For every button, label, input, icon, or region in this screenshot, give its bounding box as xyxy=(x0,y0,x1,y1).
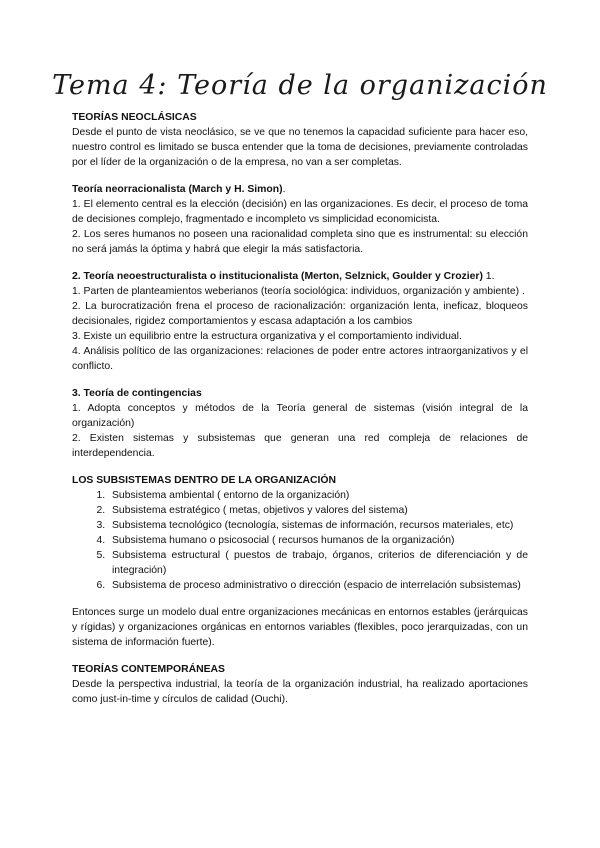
paragraph-neoestructuralista-4: 4. Análisis político de las organizaciones: relaciones de poder entre actores intraorganizativos y el conflicto. xyxy=(72,346,528,372)
paragraph-neorracionalista-1: 1. El elemento central es la elección (decisión) en las organizaciones. Es decir, el proceso de toma de decisiones complejo, fragmentado e incompleto vs simplicidad economicista. xyxy=(72,199,528,225)
list-item: 3. Subsistema tecnológico (tecnología, sistemas de información, recursos materiales, etc) xyxy=(108,518,528,533)
heading-suffix: 1. xyxy=(482,271,495,282)
paragraph-neoestructuralista-1: 1. Parten de planteamientos weberianos (teoría sociológica: individuos, organización y ambiente) . xyxy=(72,286,525,297)
section-heading-neorracionalista xyxy=(72,182,528,197)
list-item: 4. Subsistema humano o psicosocial ( recursos humanos de la organización) xyxy=(108,533,528,548)
list-item: 2. Subsistema estratégico ( metas, objetivos y valores del sistema) xyxy=(108,503,528,518)
document-body xyxy=(72,110,528,707)
section-heading-contemporaneas: TEORÍAS CONTEMPORÁNEAS xyxy=(72,664,225,675)
heading-text: Teoría neorracionalista (March y H. Simon) xyxy=(72,184,283,195)
paragraph-subsistemas-closing: Entonces surge un modelo dual entre organizaciones mecánicas en entornos estables (jerárquicas y rígidas) y organizaciones orgánicas en entornos variables (flexibles, poco jerarquizadas, con un sistema de información fuerte). xyxy=(72,607,528,648)
paragraph-contemporaneas: Desde la perspectiva industrial, la teoría de la organización industrial, ha realizado aportaciones como just-in-time y círculos de calidad (Ouchi). xyxy=(72,679,528,705)
paragraph-neoclasicas: Desde el punto de vista neoclásico, se ve que no tenemos la capacidad suficiente para hacer eso, nuestro control es limitado se busca entender que la toma de decisiones, previamente controladas por el líder de la organización o de la empresa, no van a ser completas. xyxy=(72,127,528,168)
paragraph-contingencias-2: 2. Existen sistemas y subsistemas que generan una red compleja de relaciones de interdependencia. xyxy=(72,433,528,459)
paragraph-contingencias-1: 1. Adopta conceptos y métodos de la Teoría general de sistemas (visión integral de la organización) xyxy=(72,403,528,429)
page-title: Tema 4: Teoría de la organización xyxy=(52,70,548,101)
list-item: 1. Subsistema ambiental ( entorno de la organización) xyxy=(108,488,528,503)
section-heading-subsistemas: LOS SUBSISTEMAS DENTRO DE LA ORGANIZACIÓN xyxy=(72,475,337,486)
section-heading-neoclasicas: TEORÍAS NEOCLÁSICAS xyxy=(72,112,197,123)
list-item: 6. Subsistema de proceso administrativo o dirección (espacio de interrelación subsistemas) xyxy=(108,578,528,593)
heading-text: 2. Teoría neoestructuralista o institucionalista (Merton, Selznick, Goulder y Crozier) xyxy=(72,271,483,282)
heading-suffix: . xyxy=(282,184,286,195)
paragraph-neoestructuralista-3: 3. Existe un equilibrio entre la estructura organizativa y el comportamiento individual. xyxy=(72,331,462,342)
list-item: 5. Subsistema estructural ( puestos de trabajo, órganos, criterios de diferenciación y de integración) xyxy=(108,548,528,578)
paragraph-neoestructuralista-2: 2. La burocratización frena el proceso de racionalización: organización lenta, ineficaz, bloqueos decisionales, rigidez comportamientos y escasa adaptación a los cambios xyxy=(72,301,528,327)
section-heading-neoestructuralista xyxy=(72,269,528,284)
paragraph-neorracionalista-2: 2. Los seres humanos no poseen una racionalidad completa sino que es instrumental: su elección no será jamás la óptima y habrá que elegir la más satisfactoria. xyxy=(72,229,528,255)
section-heading-contingencias: 3. Teoría de contingencias xyxy=(72,388,202,399)
subsystem-list xyxy=(72,488,528,593)
